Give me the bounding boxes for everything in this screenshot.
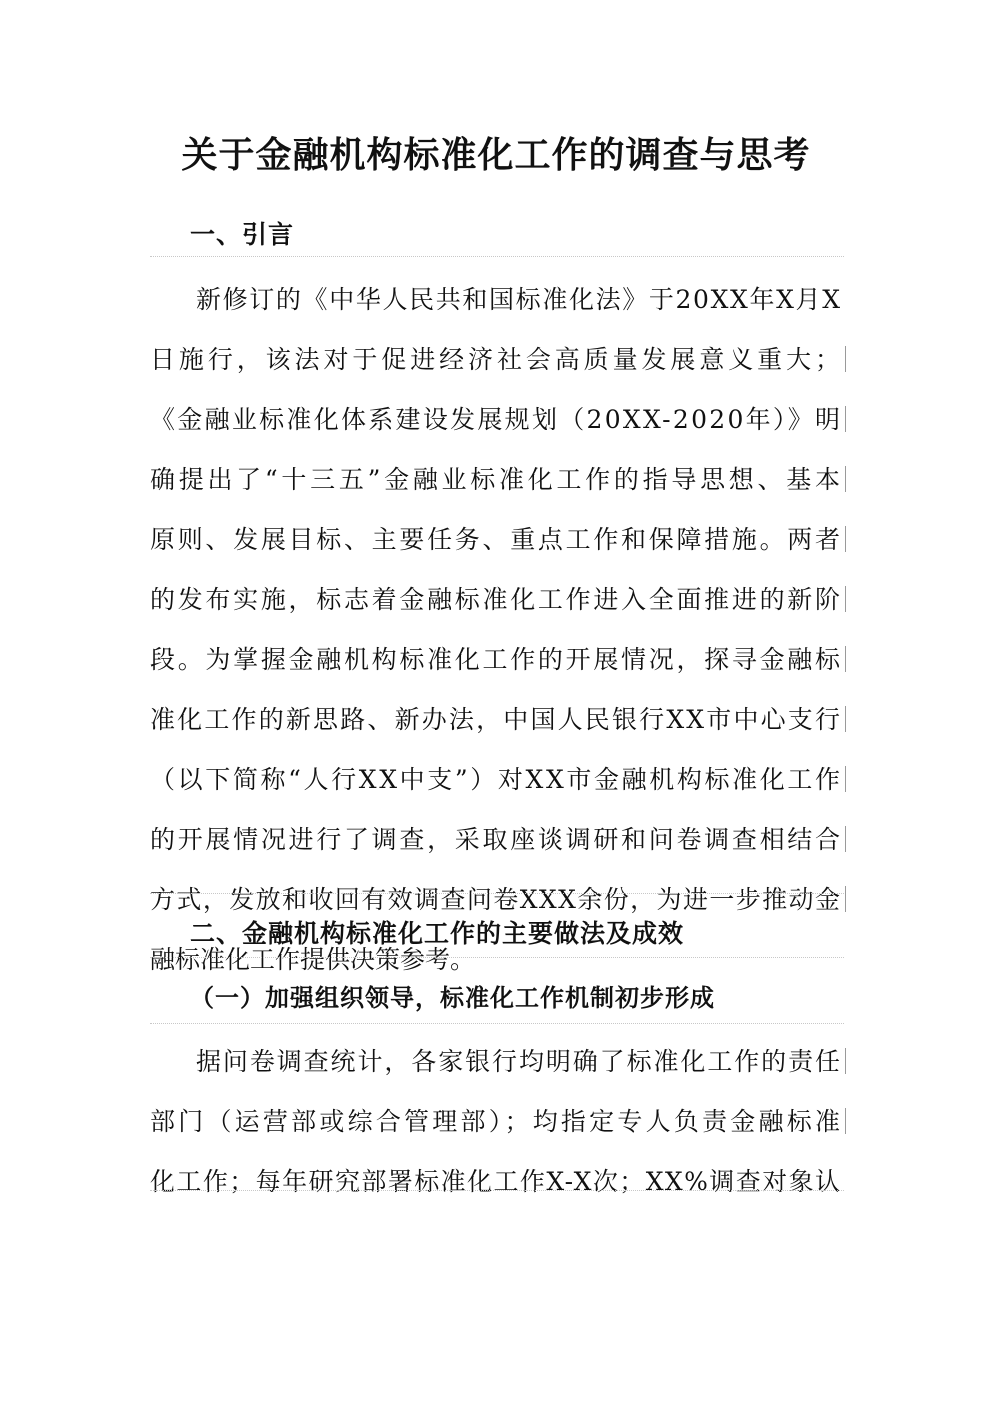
paragraph-line (150, 810, 843, 870)
paragraph-line-text: 原则、发展目标、主要任务、重点工作和保障措施。两者 (150, 525, 843, 554)
paragraph-practices (150, 1032, 844, 1212)
margin-mark (845, 646, 846, 672)
margin-mark (845, 826, 846, 852)
paragraph-line-text: 《金融业标准化体系建设发展规划（20XX-2020年）》明 (150, 405, 843, 434)
paragraph-line (150, 1032, 840, 1092)
divider (150, 957, 844, 958)
section-heading-intro: 一、引言 (190, 220, 295, 249)
paragraph-line-text: （以下简称“人行XX中支”）对XX市金融机构标准化工作 (150, 765, 843, 794)
paragraph-line: 化工作；每年研究部署标准化工作X-X次；XX%调查对象认 (150, 1167, 842, 1196)
margin-mark (845, 586, 846, 612)
paragraph-line (150, 330, 844, 390)
paragraph-line-text: 据问卷调查统计，各家银行均明确了标准化工作的责任 (196, 1047, 842, 1076)
paragraph-line (150, 450, 844, 510)
paragraph-line-text: 部门（运营部或综合管理部）；均指定专人负责金融标准 (150, 1107, 844, 1136)
divider (150, 1190, 844, 1191)
document-title: 关于金融机构标准化工作的调查与思考 (181, 134, 811, 176)
margin-mark (845, 886, 846, 912)
paragraph-line (150, 390, 843, 450)
paragraph-line (150, 1092, 844, 1152)
paragraph-line-text: 段。为掌握金融机构标准化工作的开展情况，探寻金融标 (150, 645, 843, 674)
margin-mark (845, 1048, 846, 1074)
paragraph-line-text: 准化工作的新思路、新办法，中国人民银行XX市中心支行 (150, 705, 843, 734)
margin-mark (845, 706, 846, 732)
section-heading-practices: 二、金融机构标准化工作的主要做法及成效 (190, 919, 685, 948)
margin-mark (845, 766, 846, 792)
paragraph-line: 融标准化工作提供决策参考。 (150, 945, 476, 974)
paragraph-line-text: 日施行，该法对于促进经济社会高质量发展意义重大； (150, 345, 844, 374)
paragraph-intro (150, 270, 844, 990)
paragraph-line-text: 的开展情况进行了调查，采取座谈调研和问卷调查相结合 (150, 825, 843, 854)
paragraph-line-text: 确提出了“十三五”金融业标准化工作的指导思想、基本 (150, 465, 844, 494)
divider (150, 256, 844, 257)
divider (150, 893, 844, 894)
paragraph-line-text: 方式，发放和收回有效调查问卷XXX余份，为进一步推动金 (150, 885, 842, 914)
paragraph-line (150, 690, 843, 750)
margin-mark (845, 466, 846, 492)
divider (150, 1023, 844, 1024)
paragraph-line-text: 的发布实施，标志着金融标准化工作进入全面推进的新阶 (150, 585, 843, 614)
paragraph-line (150, 630, 843, 690)
subsection-heading: （一）加强组织领导，标准化工作机制初步形成 (190, 984, 715, 1012)
paragraph-line: 新修订的《中华人民共和国标准化法》于20XX年X月X (196, 285, 842, 314)
paragraph-line (150, 750, 843, 810)
paragraph-line (150, 510, 843, 570)
margin-mark (845, 406, 846, 432)
margin-mark (845, 346, 846, 372)
margin-mark (845, 526, 846, 552)
paragraph-line (150, 570, 843, 630)
margin-mark (845, 1108, 846, 1134)
